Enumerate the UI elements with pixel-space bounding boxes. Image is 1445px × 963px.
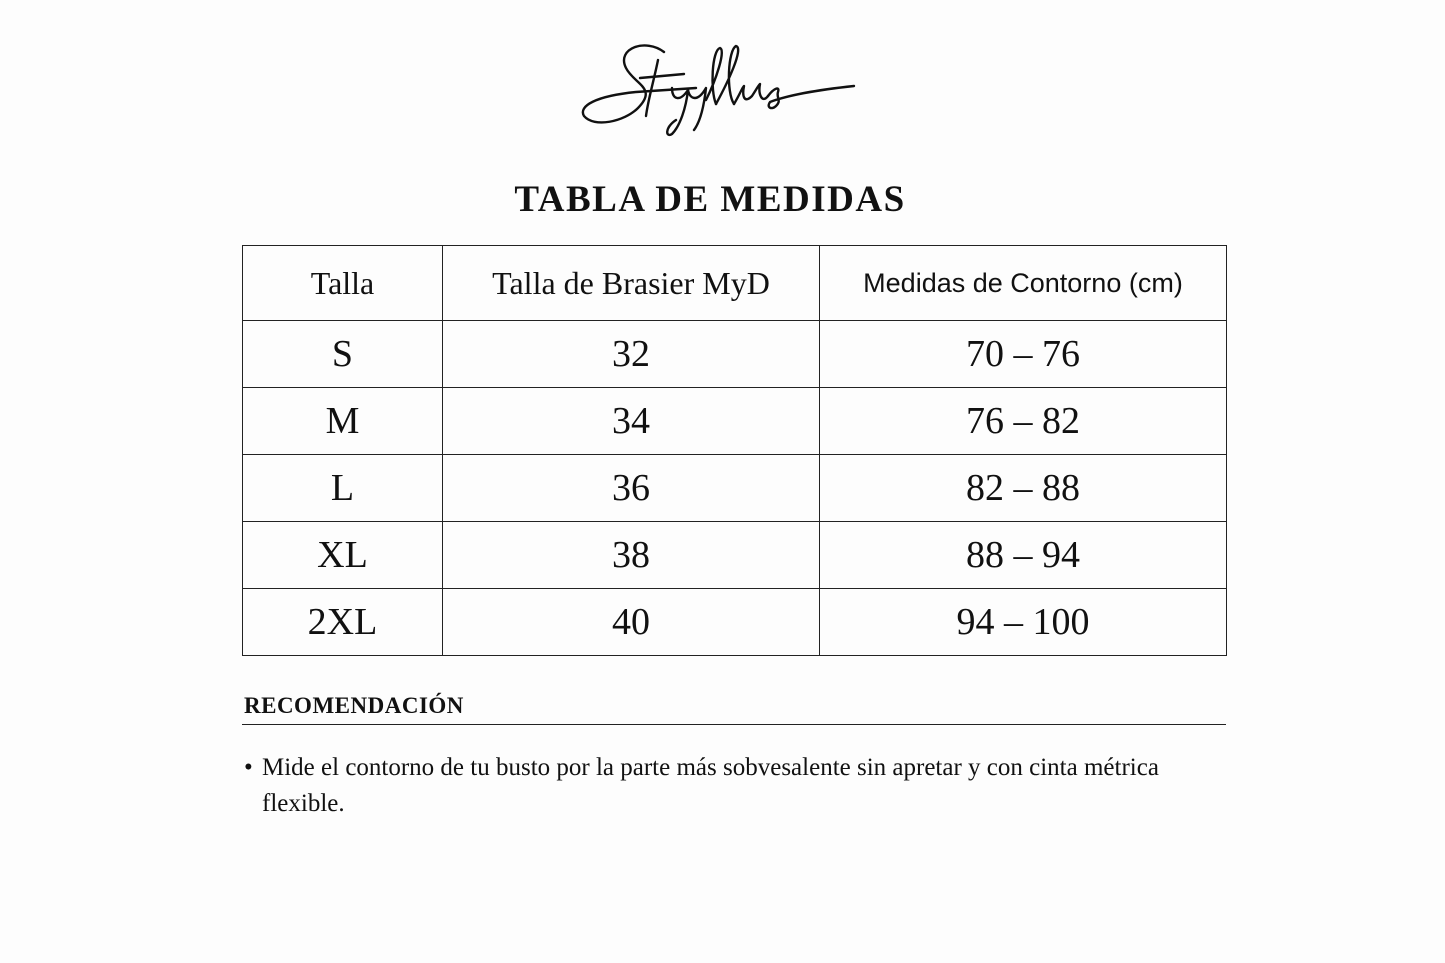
table-row: [243, 589, 1227, 656]
contour-cell: 88 – 94: [820, 522, 1227, 589]
divider: [242, 724, 1226, 725]
bra-size-cell: 34: [443, 388, 820, 455]
bra-size-cell: 32: [443, 321, 820, 388]
size-cell: S: [243, 321, 443, 388]
page-title: TABLA DE MEDIDAS: [514, 179, 906, 220]
contour-cell: 82 – 88: [820, 455, 1227, 522]
size-chart-table: [242, 245, 1227, 656]
recommendation-text: Mide el contorno de tu busto por la parte más sobvesalente sin apretar y con cinta métrica flexible.: [262, 754, 1159, 817]
contour-cell: 94 – 100: [820, 589, 1227, 656]
size-cell: L: [243, 455, 443, 522]
bra-size-cell: 36: [443, 455, 820, 522]
contour-cell: 70 – 76: [820, 321, 1227, 388]
recommendation-heading: RECOMENDACIÓN: [244, 693, 464, 718]
table-row: [243, 321, 1227, 388]
header-contour: Medidas de Contorno (cm): [820, 246, 1227, 321]
header-talla: Talla: [243, 246, 443, 321]
size-cell: XL: [243, 522, 443, 589]
bullet-icon: •: [244, 754, 253, 781]
size-cell: M: [243, 388, 443, 455]
brand-logo: [576, 30, 866, 140]
bra-size-cell: 40: [443, 589, 820, 656]
bra-size-cell: 38: [443, 522, 820, 589]
table-header-row: [243, 246, 1227, 321]
table-row: [243, 522, 1227, 589]
table-row: [243, 388, 1227, 455]
header-bra-size: Talla de Brasier MyD: [443, 246, 820, 321]
list-item: [244, 750, 1224, 817]
table-row: [243, 455, 1227, 522]
contour-cell: 76 – 82: [820, 388, 1227, 455]
size-cell: 2XL: [243, 589, 443, 656]
